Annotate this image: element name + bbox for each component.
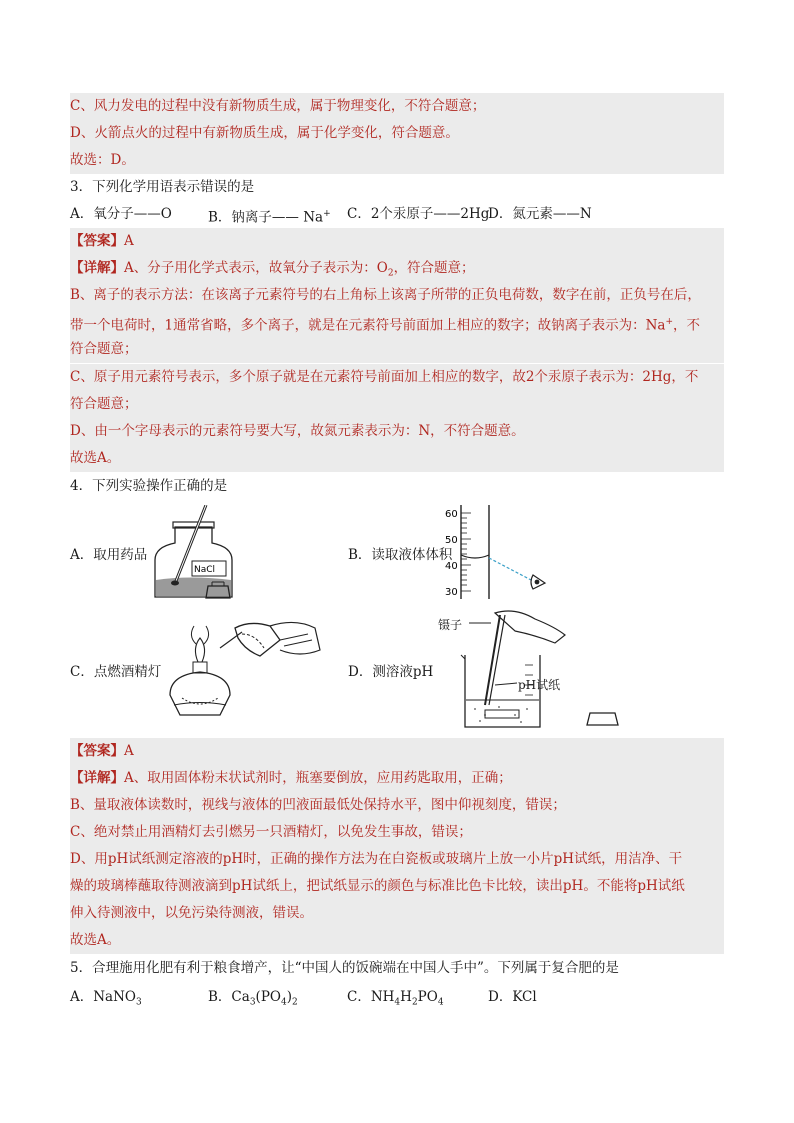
q3-answer: 【答案】A: [70, 228, 724, 255]
reagent-bottle-figure: [150, 505, 250, 600]
tick-label-60: 60: [445, 509, 458, 520]
q3-options: [70, 201, 724, 228]
tweezers-label: 镊子: [438, 618, 463, 632]
q4-option-c: C．点燃酒精灯: [70, 664, 162, 680]
q5-stem: 5．合理施用化肥有利于粮食增产，让“中国人的饭碗端在中国人手中”。下列属于复合肥的是: [70, 960, 619, 976]
tick-label-50: 50: [445, 535, 458, 546]
ph-paper-label: pH试纸: [518, 678, 561, 692]
q4-option-d: D．测溶液pH: [348, 664, 434, 680]
q4-option-a: A．取用药品: [70, 547, 148, 563]
q2-detail-c: C、风力发电的过程中没有新物质生成，属于物理变化，不符合题意；: [70, 93, 724, 120]
q3-detail-b1: B、离子的表示方法：在该离子元素符号的右上角标上该离子所带的正负电荷数，数字在前，正负号在后，: [70, 282, 724, 309]
ph-test-figure: [455, 605, 630, 735]
q3-detail-c2: 符合题意；: [70, 391, 724, 418]
q5-options: [70, 984, 724, 1011]
q4-option-b: B．读取液体体积: [348, 547, 453, 563]
q5-option-d: D．KCl: [488, 989, 537, 1005]
q3-detail-a: 【详解】A、分子用化学式表示，故氧分子表示为：$O_2$，符合题意；: [70, 255, 724, 282]
q3-option-c: C．2个汞原子——2Hg: [347, 206, 490, 222]
q3-stem: 3．下列化学用语表示错误的是: [70, 179, 255, 195]
q3-choose: 故选A。: [70, 445, 724, 472]
q4-detail-d1: D、用pH试纸测定溶液的pH时，正确的操作方法为在白瓷板或玻璃片上放一小片pH试纸，用洁净、干: [70, 846, 724, 873]
q4-detail-d3: 伸入待测液中，以免污染待测液，错误。: [70, 900, 724, 927]
q3-detail-b2: 带一个电荷时，1通常省略，多个离子，就是在元素符号前面加上相应的数字；故钠离子表示为：Na+，不: [70, 309, 724, 336]
tick-label-40: 40: [445, 561, 458, 572]
q5-option-a: A．NaNO$_3$: [70, 989, 142, 1008]
q4-detail-d2: 燥的玻璃棒蘸取待测液滴到pH试纸上，把试纸显示的颜色与标准比色卡比较，读出pH。不能将pH试纸: [70, 873, 724, 900]
q4-detail-c: C、绝对禁止用酒精灯去引燃另一只酒精灯，以免发生事故，错误；: [70, 819, 724, 846]
q3-option-b: B．钠离子—— Na+: [208, 209, 331, 226]
q3-detail-b3: 符合题意；: [70, 336, 724, 363]
q2-detail-d: D、火箭点火的过程中有新物质生成，属于化学变化，符合题意。: [70, 120, 724, 147]
q4-answer: 【答案】A: [70, 738, 724, 765]
stopper-icon: [587, 713, 618, 725]
graduated-cylinder-figure: [445, 503, 555, 603]
bottle-stopper-icon: [203, 580, 233, 600]
q3-option-a: A．氧分子——O: [70, 206, 172, 222]
tick-label-30: 30: [445, 587, 458, 598]
q4-detail-a: 【详解】A、取用固体粉末状试剂时，瓶塞要倒放，应用药匙取用，正确；: [70, 765, 724, 792]
alcohol-lamp-figure: [160, 620, 350, 720]
q4-detail-b: B、量取液体读数时，视线与液体的凹液面最低处保持水平，图中仰视刻度，错误；: [70, 792, 724, 819]
nacl-label: NaCl: [194, 565, 216, 575]
q2-choose: 故选：D。: [70, 147, 724, 174]
q3-detail-d: D、由一个字母表示的元素符号要大写，故氮元素表示为：N，不符合题意。: [70, 418, 724, 445]
q4-stem: 4．下列实验操作正确的是: [70, 478, 228, 494]
q3-detail-c1: C、原子用元素符号表示，多个原子就是在元素符号前面加上相应的数字，故2个汞原子表示为：2Hg，不: [70, 364, 724, 391]
q5-option-b: B．$Ca_3(PO_4)_2$: [208, 989, 298, 1008]
q3-option-d: D．氮元素——N: [488, 206, 592, 222]
q5-option-c: C．$NH_4H_2PO_4$: [347, 989, 444, 1008]
q4-choose: 故选A。: [70, 927, 724, 954]
